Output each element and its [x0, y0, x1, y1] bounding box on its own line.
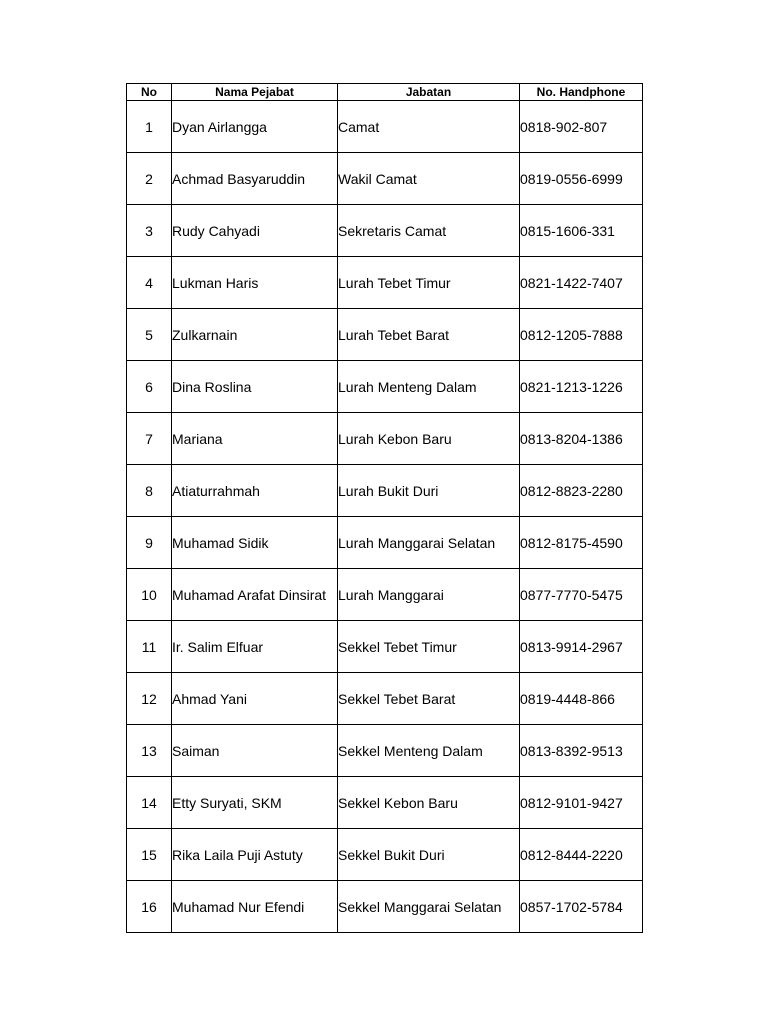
table-header: [127, 84, 643, 101]
header-position: Jabatan: [338, 84, 520, 101]
row-position: Lurah Manggarai: [338, 569, 520, 621]
row-no: 8: [127, 465, 172, 517]
row-phone: 0819-0556-6999: [520, 153, 643, 205]
table-row: [127, 881, 643, 933]
table-row: [127, 569, 643, 621]
row-position: Lurah Menteng Dalam: [338, 361, 520, 413]
row-phone: 0819-4448-866: [520, 673, 643, 725]
row-phone: 0877-7770-5475: [520, 569, 643, 621]
row-position: Sekkel Manggarai Selatan: [338, 881, 520, 933]
row-no: 9: [127, 517, 172, 569]
row-position: Lurah Tebet Timur: [338, 257, 520, 309]
row-name: Muhamad Sidik: [172, 517, 338, 569]
row-no: 4: [127, 257, 172, 309]
row-position: Sekkel Tebet Timur: [338, 621, 520, 673]
row-no: 11: [127, 621, 172, 673]
table-row: [127, 517, 643, 569]
table-row: [127, 153, 643, 205]
row-name: Dina Roslina: [172, 361, 338, 413]
row-no: 7: [127, 413, 172, 465]
row-name: Zulkarnain: [172, 309, 338, 361]
table-row: [127, 413, 643, 465]
table-row: [127, 205, 643, 257]
row-phone: 0812-1205-7888: [520, 309, 643, 361]
header-name: Nama Pejabat: [172, 84, 338, 101]
table-row: [127, 257, 643, 309]
row-phone: 0821-1422-7407: [520, 257, 643, 309]
row-phone: 0813-8392-9513: [520, 725, 643, 777]
header-row: [127, 84, 643, 101]
row-name: Rudy Cahyadi: [172, 205, 338, 257]
header-no: No: [127, 84, 172, 101]
row-position: Camat: [338, 101, 520, 153]
row-phone: 0813-8204-1386: [520, 413, 643, 465]
row-name: Muhamad Arafat Dinsirat: [172, 569, 338, 621]
row-phone: 0812-8175-4590: [520, 517, 643, 569]
row-name: Atiaturrahmah: [172, 465, 338, 517]
row-position: Lurah Tebet Barat: [338, 309, 520, 361]
header-phone: No. Handphone: [520, 84, 643, 101]
row-position: Lurah Bukit Duri: [338, 465, 520, 517]
row-phone: 0818-902-807: [520, 101, 643, 153]
row-no: 5: [127, 309, 172, 361]
row-name: Muhamad Nur Efendi: [172, 881, 338, 933]
table-row: [127, 777, 643, 829]
row-no: 15: [127, 829, 172, 881]
row-position: Wakil Camat: [338, 153, 520, 205]
row-no: 13: [127, 725, 172, 777]
row-phone: 0857-1702-5784: [520, 881, 643, 933]
row-position: Lurah Kebon Baru: [338, 413, 520, 465]
row-position: Sekretaris Camat: [338, 205, 520, 257]
row-no: 6: [127, 361, 172, 413]
row-name: Saiman: [172, 725, 338, 777]
row-no: 10: [127, 569, 172, 621]
row-no: 16: [127, 881, 172, 933]
table-row: [127, 673, 643, 725]
row-no: 3: [127, 205, 172, 257]
row-phone: 0813-9914-2967: [520, 621, 643, 673]
row-name: Achmad Basyaruddin: [172, 153, 338, 205]
table-row: [127, 465, 643, 517]
row-name: Rika Laila Puji Astuty: [172, 829, 338, 881]
table-body: [127, 101, 643, 933]
row-no: 2: [127, 153, 172, 205]
row-phone: 0812-8823-2280: [520, 465, 643, 517]
table-row: [127, 101, 643, 153]
row-phone: 0812-9101-9427: [520, 777, 643, 829]
row-position: Sekkel Tebet Barat: [338, 673, 520, 725]
table-row: [127, 725, 643, 777]
row-name: Ir. Salim Elfuar: [172, 621, 338, 673]
row-position: Sekkel Menteng Dalam: [338, 725, 520, 777]
row-name: Mariana: [172, 413, 338, 465]
row-name: Etty Suryati, SKM: [172, 777, 338, 829]
row-position: Sekkel Kebon Baru: [338, 777, 520, 829]
row-position: Sekkel Bukit Duri: [338, 829, 520, 881]
row-phone: 0815-1606-331: [520, 205, 643, 257]
row-name: Ahmad Yani: [172, 673, 338, 725]
row-phone: 0812-8444-2220: [520, 829, 643, 881]
row-name: Dyan Airlangga: [172, 101, 338, 153]
row-no: 14: [127, 777, 172, 829]
row-no: 12: [127, 673, 172, 725]
table-row: [127, 361, 643, 413]
table-row: [127, 309, 643, 361]
row-no: 1: [127, 101, 172, 153]
row-name: Lukman Haris: [172, 257, 338, 309]
table-row: [127, 829, 643, 881]
row-position: Lurah Manggarai Selatan: [338, 517, 520, 569]
table-row: [127, 621, 643, 673]
row-phone: 0821-1213-1226: [520, 361, 643, 413]
officials-table: [126, 83, 643, 933]
